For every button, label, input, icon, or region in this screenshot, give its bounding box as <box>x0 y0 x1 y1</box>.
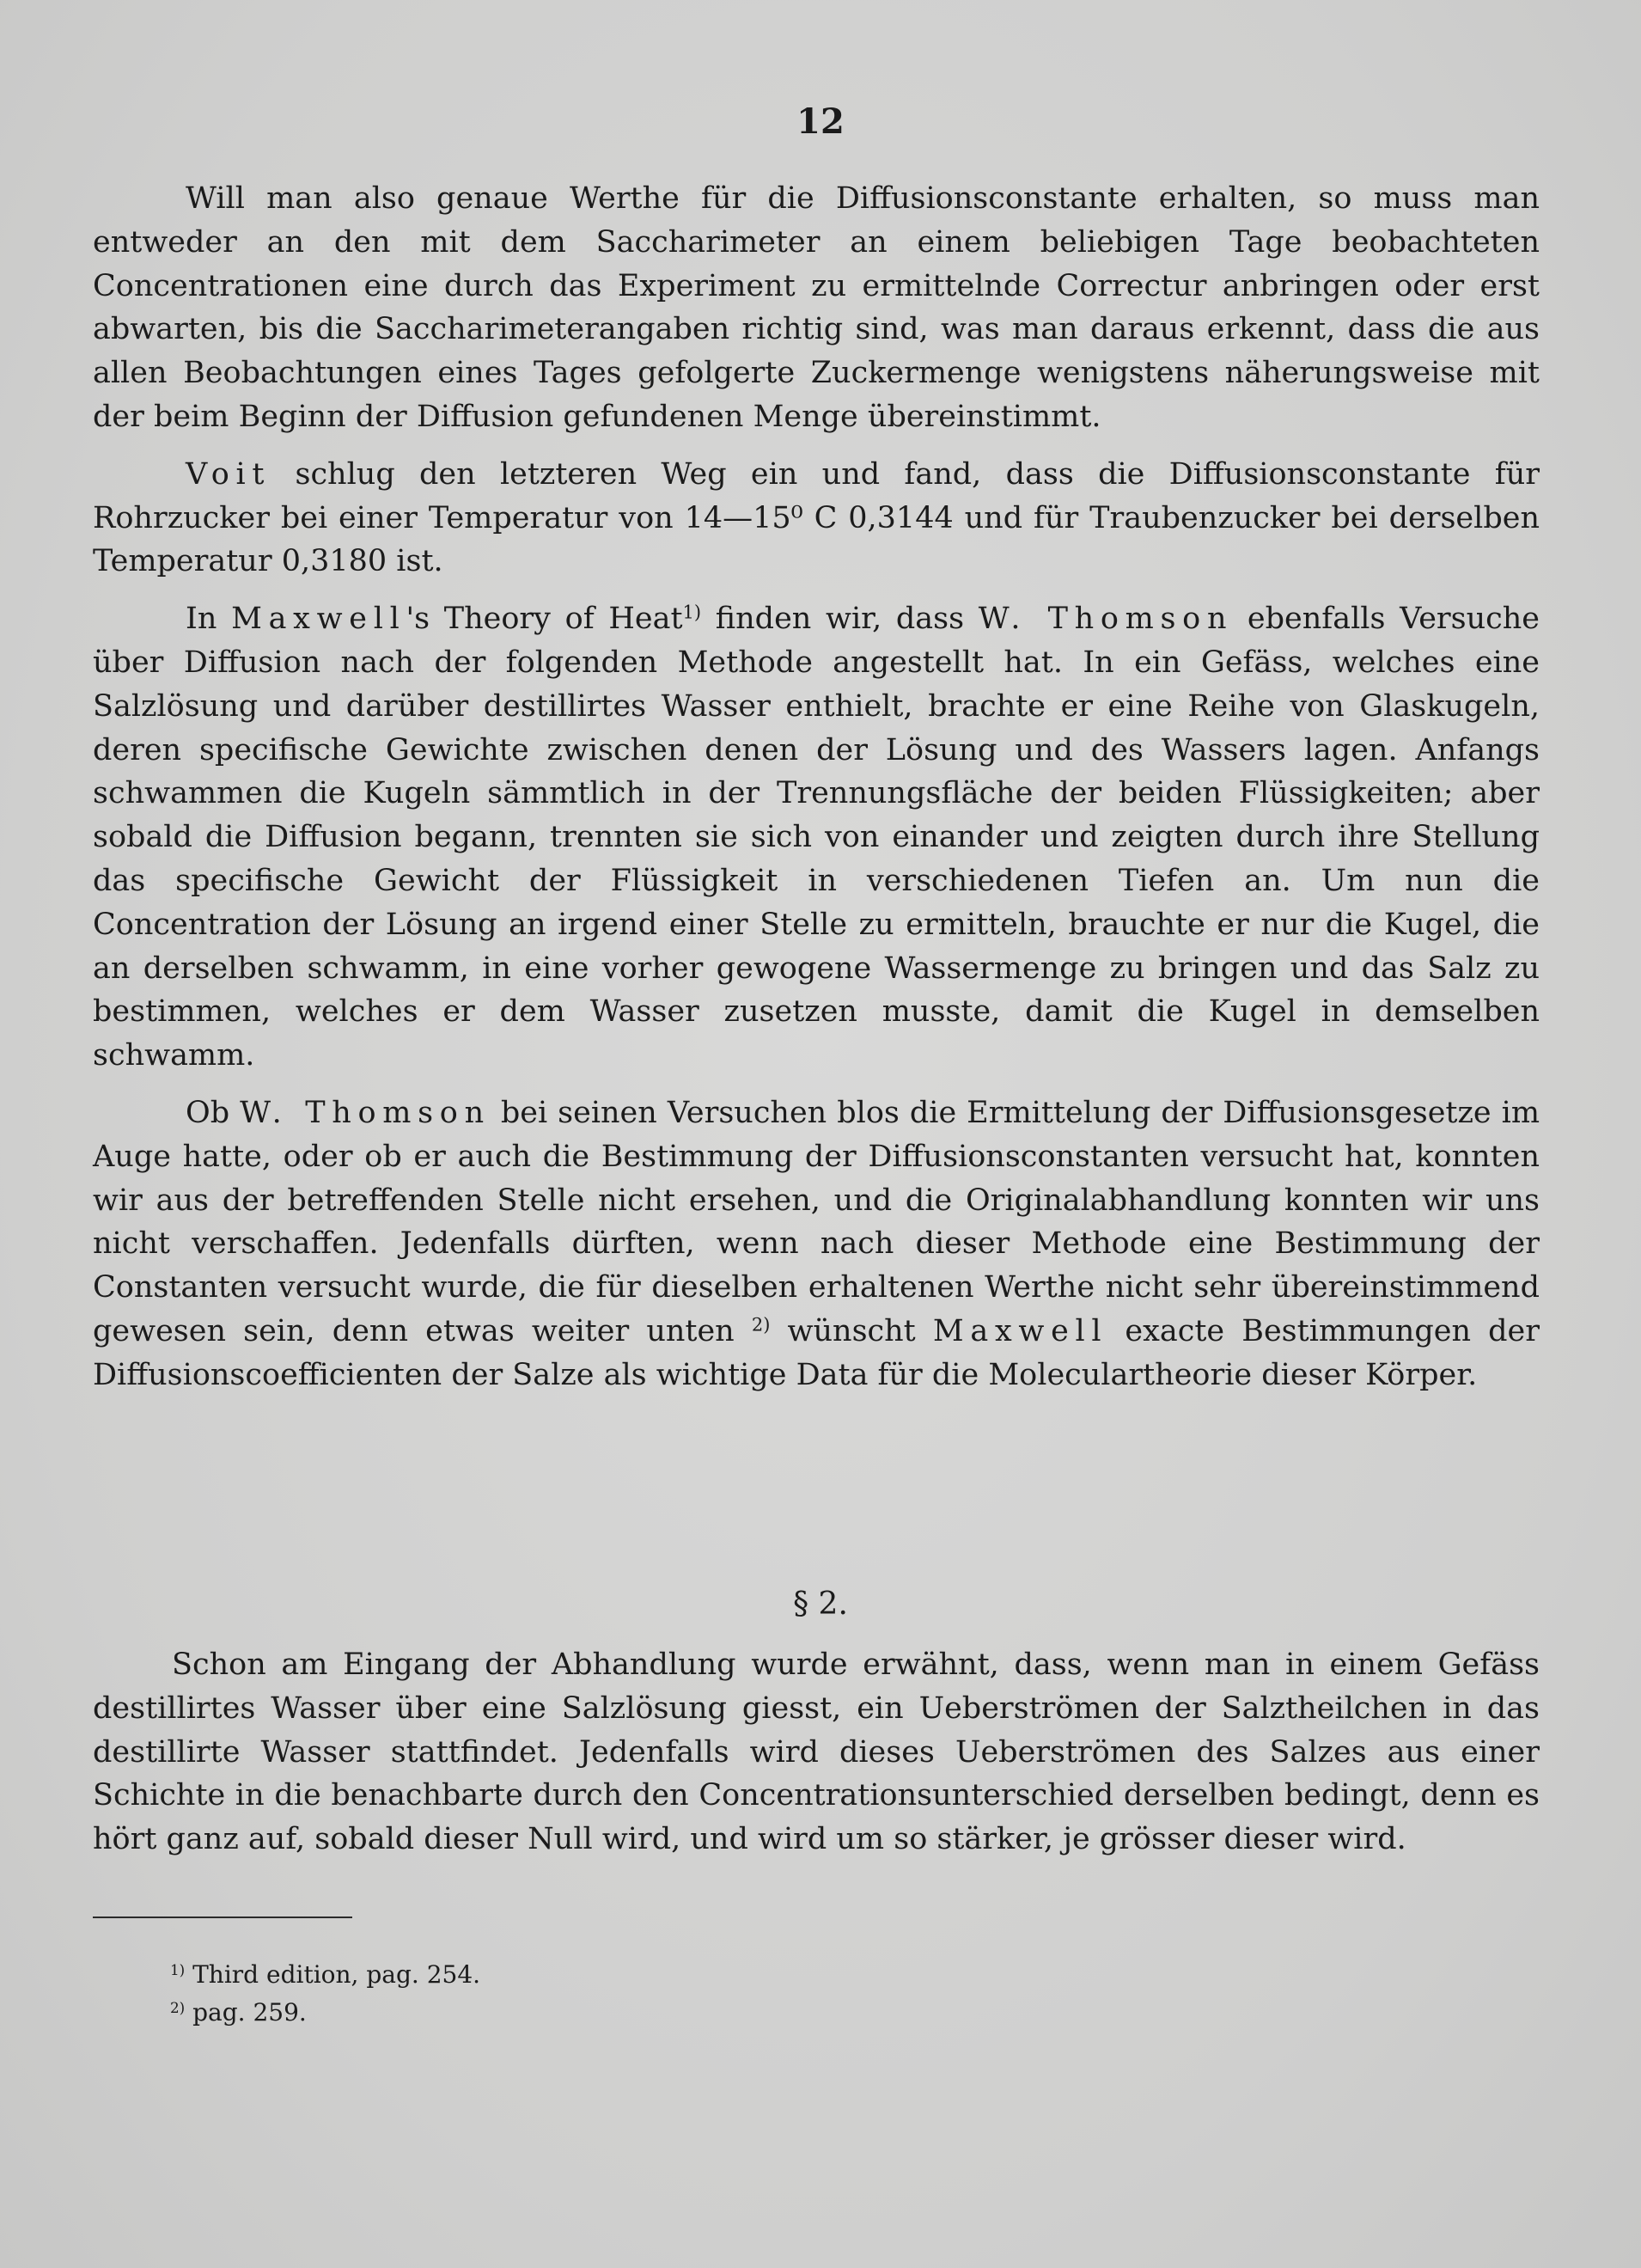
section-text <box>93 1643 1540 1861</box>
paragraph-1: Will man also genaue Werthe für die Diffusionsconstante erhalten, so muss man entweder an den mit dem Saccharimeter an einem beliebigen Tage beobachteten Concentrationen eine durch das Experiment zu ermittelnde Correctur anbringen oder erst abwarten, bis die Saccharimeterangaben richtig sind, was man daraus erkennt, dass die aus allen Beobachtungen eines Tages gefolgerte Zuckermenge wenigstens näherungsweise mit der beim Beginn der Diffusion gefundenen Menge übereinstimmt. <box>93 181 1540 434</box>
author-name: Maxwell <box>932 1313 1108 1348</box>
footnote-rule <box>93 1916 352 1918</box>
footnote-ref: 1) <box>682 602 702 623</box>
paragraph-4-text: bei seinen Versuchen blos die Ermittelung der Diffusionsgesetze im Auge hatte, oder ob er auch die Bestimmung der Diffusionsconstanten versucht hat, konnten wir aus der betreffenden Stelle nicht ersehen, und die Originalabhandlung konnten wir uns nicht verschaffen. Jedenfalls dürften, wenn nach dieser Methode eine Bestimmung der Constanten versucht wurde, die für dieselben erhaltenen Werthe nicht sehr übereinstimmend gewesen sein, denn etwas weiter unten <box>93 1095 1540 1348</box>
author-name: Voit <box>186 456 271 492</box>
paragraph-4 <box>93 1091 1540 1397</box>
paragraph-3-text: ebenfalls Versuche über Diffusion nach der folgenden Methode angestellt hat. In ein Gefäss, welches eine Salzlösung und darüber destillirtes Wasser enthielt, brachte er eine Reihe von Glaskugeln, deren specifische Gewichte zwischen denen der Lösung und des Wassers lagen. Anfangs schwammen die Kugeln sämmtlich in der Trennungsfläche der beiden Flüssigkeiten; aber sobald die Diffusion begann, trennten sie sich von einander und zeigten durch ihre Stellung das specifische Gewicht der Flüssigkeit in verschiedenen Tiefen an. Um nun die Concentration der Lösung an irgend einer Stelle zu ermitteln, brauchte er nur die Kugel, die an derselben schwamm, in eine vorher gewogene Wassermenge zu bringen und das Salz zu bestimmen, welches er dem Wasser zusetzen musste, damit die Kugel in demselben schwamm. <box>93 602 1540 1073</box>
paragraph-3 <box>93 597 1540 1078</box>
author-name: Maxwell <box>231 602 406 637</box>
author-name: W. Thomson <box>978 602 1234 637</box>
footnote-1 <box>170 1956 480 1994</box>
section-paragraph: Schon am Eingang der Abhandlung wurde erwähnt, dass, wenn man in einem Gefäss destillirtes Wasser über eine Salzlösung giesst, ein Ueberströmen der Salztheilchen in das destillirte Wasser stattfindet. Jedenfalls wird dieses Ueberströmen des Salzes aus einer Schichte in die benachbarte durch den Concentrationsunterschied derselben bedingt, denn es hört ganz auf, sobald dieser Null wird, und wird um so stärker, je grösser dieser wird. <box>93 1648 1540 1857</box>
paragraph-4-lead: Ob <box>186 1095 241 1130</box>
paragraph-3-lead: In <box>186 602 232 637</box>
footnote-ref: 2) <box>751 1314 771 1336</box>
paragraph-3-text: 's Theory of Heat <box>406 602 683 637</box>
footnote-marker: 1) <box>170 1960 186 1978</box>
paragraph-4-text: exacte Bestimmungen der Diffusionscoefficienten der Salze als wichtige Data für die Moleculartheorie dieser Körper. <box>93 1313 1540 1392</box>
footnote-2 <box>170 1994 480 2032</box>
paragraph-4-text: wünscht <box>770 1313 933 1348</box>
section-heading: § 2. <box>793 1586 848 1622</box>
page-number: 12 <box>796 101 845 142</box>
footnotes <box>170 1956 480 2032</box>
footnote-text: pag. 259. <box>185 1998 307 2027</box>
author-name: W. Thomson <box>240 1095 491 1130</box>
paragraph-3-text: finden wir, dass <box>701 602 979 637</box>
footnote-text: Third edition, pag. 254. <box>185 1960 481 1989</box>
paragraph-2 <box>93 453 1540 584</box>
main-text <box>93 177 1540 1411</box>
paragraph-2-text: schlug den letzteren Weg ein und fand, dass die Diffusionsconstante für Rohrzucker bei einer Temperatur von 14—15⁰ C 0,3144 und für Traubenzucker bei derselben Temperatur 0,3180 ist. <box>93 456 1540 579</box>
footnote-marker: 2) <box>170 1998 186 2016</box>
